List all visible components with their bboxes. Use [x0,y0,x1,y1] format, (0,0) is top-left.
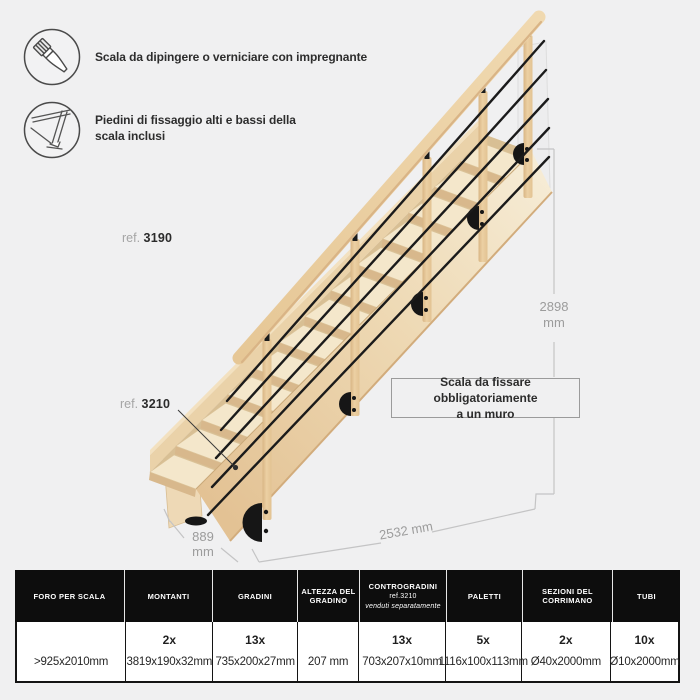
table-cell: 10x Ø10x2000mm [609,633,680,668]
feature-text-paint: Scala da dipingere o verniciare con impregnante [95,50,368,64]
col-header-altezza: ALTEZZA DEL GRADINO [298,570,360,622]
wall-fixing-note: Scala da fissare obbligatoriamente a un muro [391,378,580,418]
ref-handrail-label: ref. 3190 [122,231,173,245]
post [479,91,488,262]
table-cell: 2x Ø40x2000mm [522,622,611,681]
spec-table-header [15,570,680,622]
col-header-controgradini: CONTROGRADINI ref.3210 venduti separatamente [360,570,447,622]
col-header-sezioni: SEZIONI DEL CORRIMANO [523,570,613,622]
col-header-montanti: MONTANTI [125,570,213,622]
paintbrush-icon [20,25,84,89]
dim-height-label: 2898 mm [539,299,569,330]
col-header-tubi: TUBI [637,591,656,601]
table-cell: 13x 735x200x27mm [213,622,297,681]
table-cell: 2x 3819x190x32mm [126,622,213,681]
table-cell: 207 mm [298,622,360,681]
col-header-foro: FORO PER SCALA [15,570,125,622]
dim-length-label: 2532 mm [378,518,434,543]
fixing-feet-icon [20,98,84,162]
dim-width-label: 889 mm [192,529,214,559]
spec-table-row [15,622,680,683]
spec-table [15,570,680,683]
table-cell: 13x 703x207x10mm [359,622,445,681]
col-header-gradini: GRADINI [213,570,298,622]
post [351,239,360,416]
table-cell: 5x 1116x100x113mm [446,622,522,681]
feature-text-feet: Piedini di fissaggio alti e bassi della scala inclusi [95,113,296,143]
tube-line [212,128,549,487]
col-header-paletti: PALETTI [447,570,523,622]
ref-riser-label: ref. 3210 [120,397,171,411]
floor-foot [185,517,207,526]
table-cell: >925x2010mm [17,622,126,681]
steps-group [149,144,530,497]
